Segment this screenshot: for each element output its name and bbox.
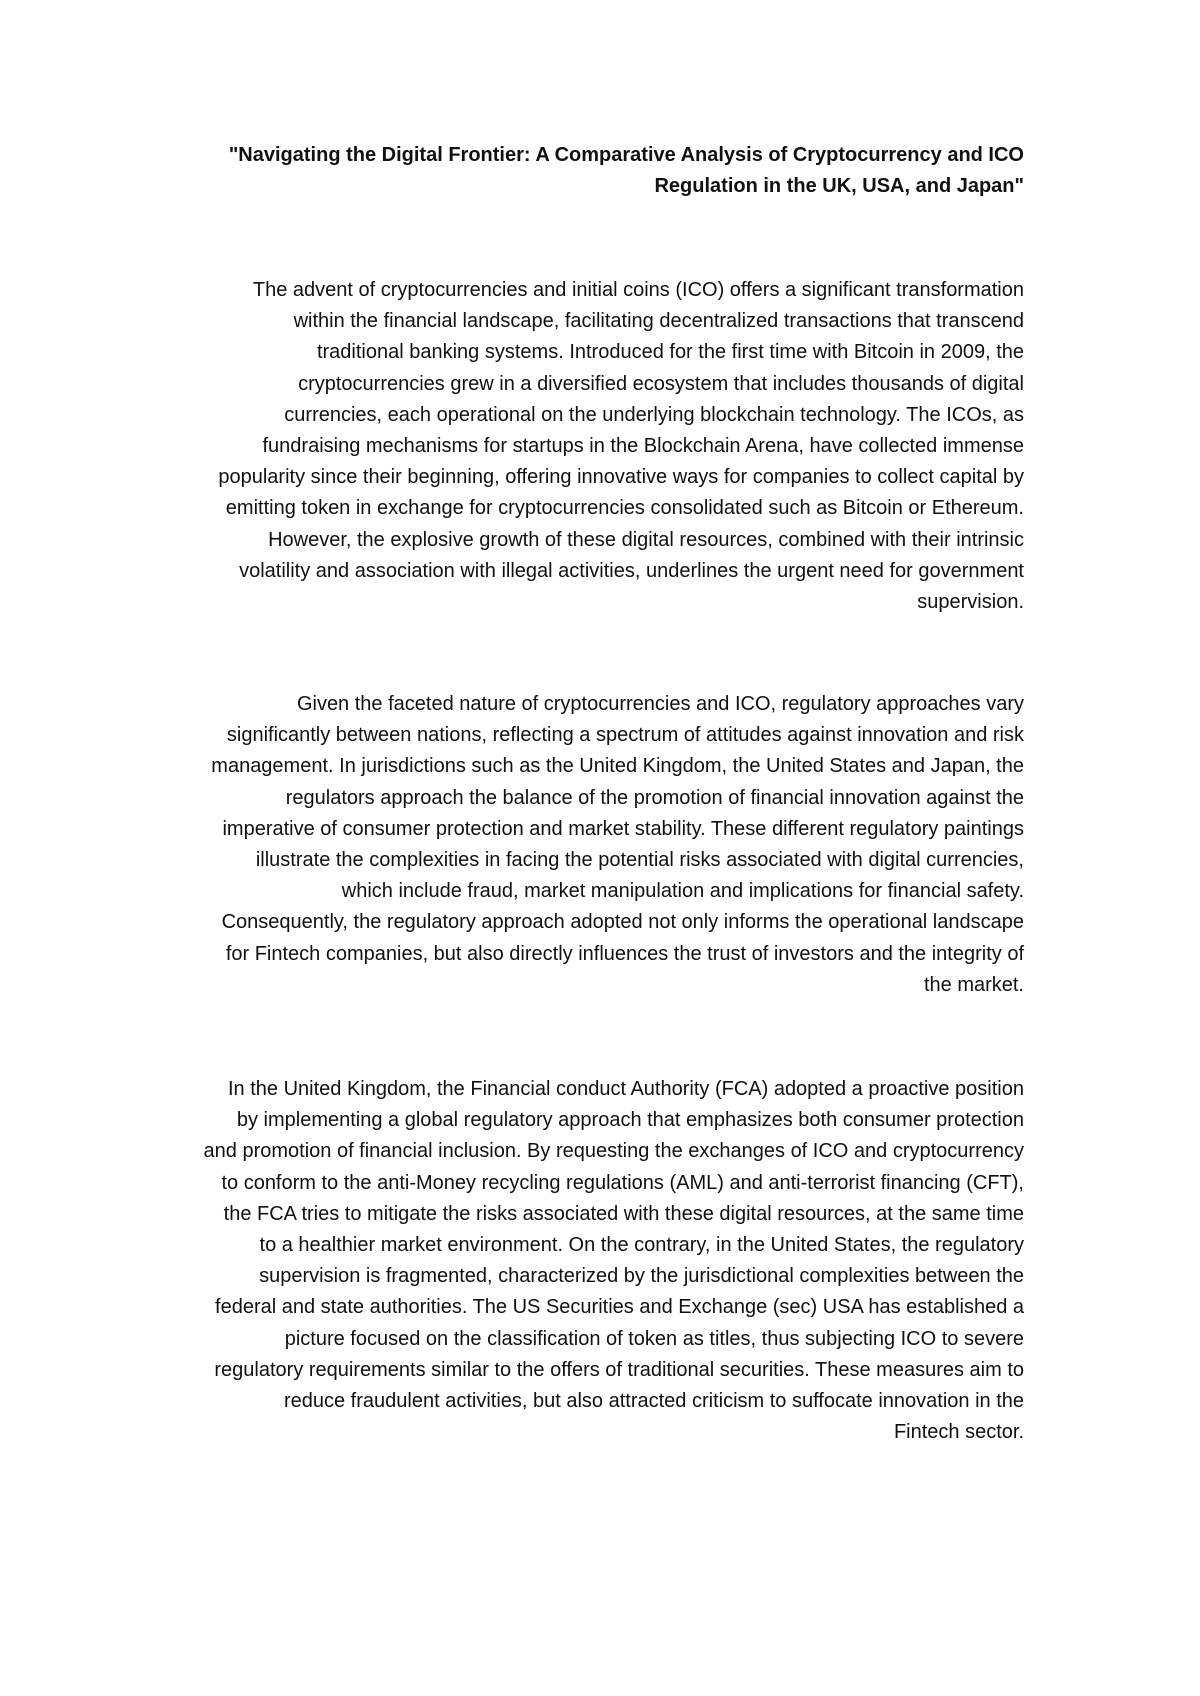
paragraph-line: cryptocurrencies grew in a diversified ecosystem that includes thousands of digital [298, 372, 1024, 395]
paragraph-line: illustrate the complexities in facing the potential risks associated with digital currencies, [255, 849, 1024, 872]
paragraph-line: Consequently, the regulatory approach adopted not only informs the operational landscape [221, 911, 1024, 934]
paragraph-line: The advent of cryptocurrencies and initial coins (ICO) offers a significant transformation [252, 279, 1024, 301]
paragraph-uk-usa [178, 1074, 1024, 1448]
title-line: "Navigating the Digital Frontier: A Comparative Analysis of Cryptocurrency and ICO [228, 144, 1024, 166]
paragraph-line: management. In jurisdictions such as the United Kingdom, the United States and Japan, the [211, 755, 1024, 778]
paragraph-line: picture focused on the classification of token as titles, thus subjecting ICO to severe [284, 1327, 1024, 1350]
paragraph-line: which include fraud, market manipulation and implications for financial safety. [341, 880, 1024, 903]
paragraph-line: imperative of consumer protection and market stability. These different regulatory paintings [222, 817, 1024, 840]
paragraph-line: within the financial landscape, facilitating decentralized transactions that transcend [293, 310, 1024, 333]
paragraph-line: and promotion of financial inclusion. By requesting the exchanges of ICO and cryptocurrency [203, 1140, 1024, 1163]
paragraph-line: traditional banking systems. Introduced for the first time with Bitcoin in 2009, the [316, 341, 1024, 364]
paragraph-line: supervision is fragmented, characterized by the jurisdictional complexities between the [259, 1265, 1024, 1288]
document-title [178, 140, 1024, 202]
paragraph-line: significantly between nations, reflecting a spectrum of attitudes against innovation and risk [226, 724, 1024, 747]
paragraph-line: Fintech sector. [893, 1421, 1024, 1444]
paragraph-line: emitting token in exchange for cryptocurrencies consolidated such as Bitcoin or Ethereum. [225, 497, 1024, 520]
paragraph-line: to a healthier market environment. On the contrary, in the United States, the regulatory [259, 1234, 1024, 1257]
paragraph-line: the FCA tries to mitigate the risks associated with these digital resources, at the same time [223, 1202, 1024, 1225]
paragraph-line: regulatory requirements similar to the offers of traditional securities. These measures aim to [214, 1358, 1024, 1381]
paragraph-line: volatility and association with illegal activities, underlines the urgent need for government [239, 559, 1024, 582]
paragraph-line: the market. [923, 973, 1024, 996]
paragraph-line: fundraising mechanisms for startups in the Blockchain Arena, have collected immense [262, 435, 1024, 458]
paragraph-introduction [178, 275, 1024, 618]
paragraph-line: for Fintech companies, but also directly influences the trust of investors and the integrity of [225, 942, 1024, 965]
paragraph-line: In the United Kingdom, the Financial conduct Authority (FCA) adopted a proactive position [227, 1078, 1024, 1100]
paragraph-line: reduce fraudulent activities, but also attracted criticism to suffocate innovation in the [283, 1390, 1024, 1413]
paragraph-line: supervision. [917, 591, 1024, 614]
paragraph-regulatory-approaches [178, 689, 1024, 1001]
paragraph-line: However, the explosive growth of these digital resources, combined with their intrinsic [268, 528, 1024, 551]
paragraph-line: Given the faceted nature of cryptocurrencies and ICO, regulatory approaches vary [296, 693, 1024, 715]
paragraph-line: popularity since their beginning, offering innovative ways for companies to collect capital by [218, 466, 1024, 489]
paragraph-line: federal and state authorities. The US Securities and Exchange (sec) USA has established a [215, 1296, 1024, 1319]
paragraph-line: currencies, each operational on the underlying blockchain technology. The ICOs, as [284, 403, 1024, 426]
paragraph-line: regulators approach the balance of the promotion of financial innovation against the [285, 786, 1024, 809]
title-line: Regulation in the UK, USA, and Japan" [654, 175, 1024, 197]
paragraph-line: by implementing a global regulatory approach that emphasizes both consumer protection [236, 1109, 1024, 1132]
paragraph-line: to conform to the anti-Money recycling regulations (AML) and anti-terrorist financing (CFT), [221, 1171, 1024, 1194]
